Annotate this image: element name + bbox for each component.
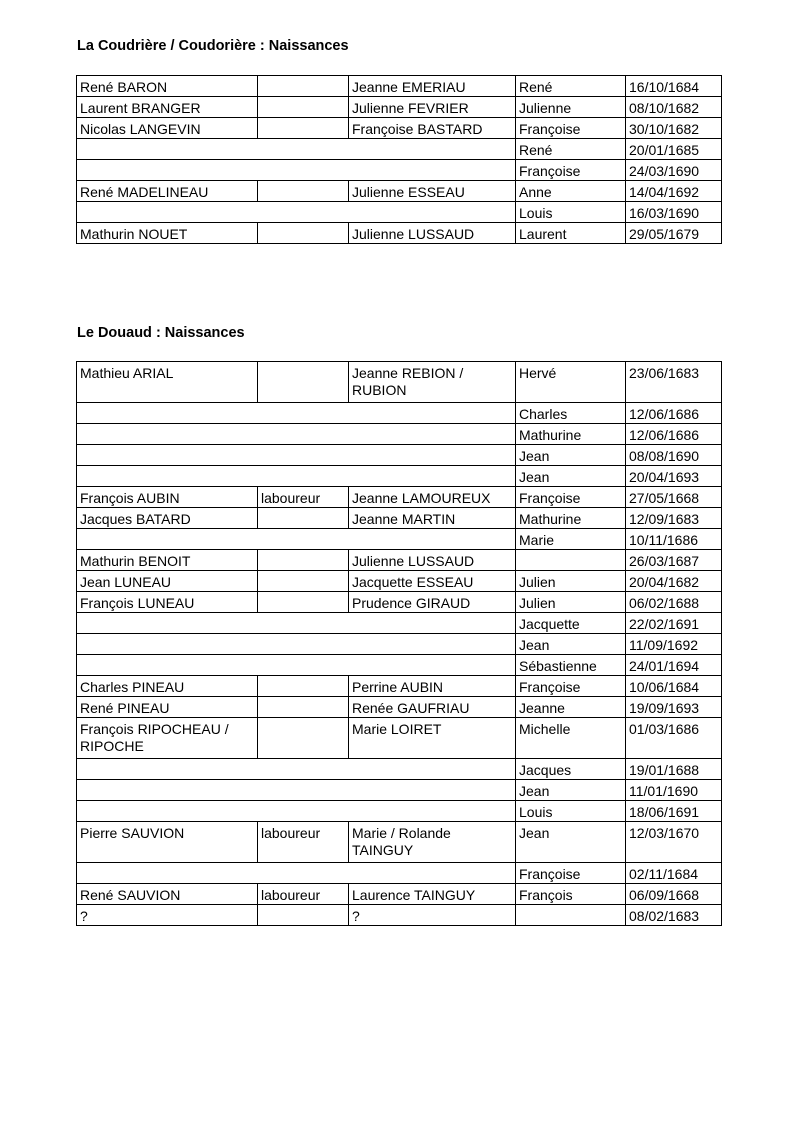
- occupation-cell: laboureur: [258, 884, 349, 905]
- date-cell: 10/11/1686: [626, 529, 722, 550]
- table-row: [77, 223, 722, 244]
- child-cell: René: [516, 139, 626, 160]
- table-row: [77, 592, 722, 613]
- father-cell: René MADELINEAU: [77, 181, 258, 202]
- date-cell: 20/01/1685: [626, 139, 722, 160]
- date-cell: 24/03/1690: [626, 160, 722, 181]
- date-cell: 24/01/1694: [626, 655, 722, 676]
- table-row: [77, 613, 722, 634]
- table-row: [77, 655, 722, 676]
- occupation-cell: [258, 718, 349, 759]
- table-row: [77, 780, 722, 801]
- date-cell: 19/09/1693: [626, 697, 722, 718]
- child-cell: Marie: [516, 529, 626, 550]
- father-cell: Jean LUNEAU: [77, 571, 258, 592]
- date-cell: 06/02/1688: [626, 592, 722, 613]
- date-cell: 16/10/1684: [626, 76, 722, 97]
- date-cell: 01/03/1686: [626, 718, 722, 759]
- father-cell: François AUBIN: [77, 487, 258, 508]
- date-cell: 08/10/1682: [626, 97, 722, 118]
- table-row: [77, 362, 722, 403]
- child-cell: Jacques: [516, 759, 626, 780]
- date-cell: 18/06/1691: [626, 801, 722, 822]
- mother-cell: Marie LOIRET: [349, 718, 516, 759]
- table-row: [77, 445, 722, 466]
- section-title: Le Douaud : Naissances: [77, 325, 245, 341]
- father-cell: Mathurin NOUET: [77, 223, 258, 244]
- mother-cell: Renée GAUFRIAU: [349, 697, 516, 718]
- date-cell: 12/09/1683: [626, 508, 722, 529]
- child-cell: Françoise: [516, 676, 626, 697]
- father-cell: Charles PINEAU: [77, 676, 258, 697]
- child-cell: Mathurine: [516, 508, 626, 529]
- child-cell: Françoise: [516, 863, 626, 884]
- child-cell: Jean: [516, 822, 626, 863]
- mother-cell: Prudence GIRAUD: [349, 592, 516, 613]
- merged-parents-cell: [77, 655, 516, 676]
- births-table-douaud: [76, 361, 722, 926]
- occupation-cell: [258, 571, 349, 592]
- child-cell: [516, 905, 626, 926]
- table-row: [77, 529, 722, 550]
- mother-cell: Julienne FEVRIER: [349, 97, 516, 118]
- child-cell: Louis: [516, 801, 626, 822]
- occupation-cell: [258, 905, 349, 926]
- occupation-cell: [258, 76, 349, 97]
- date-cell: 20/04/1693: [626, 466, 722, 487]
- date-cell: 12/06/1686: [626, 424, 722, 445]
- mother-cell: Jeanne EMERIAU: [349, 76, 516, 97]
- table-row: [77, 718, 722, 759]
- date-cell: 30/10/1682: [626, 118, 722, 139]
- occupation-cell: laboureur: [258, 487, 349, 508]
- occupation-cell: [258, 592, 349, 613]
- child-cell: Mathurine: [516, 424, 626, 445]
- date-cell: 23/06/1683: [626, 362, 722, 403]
- child-cell: Hervé: [516, 362, 626, 403]
- father-cell: Mathieu ARIAL: [77, 362, 258, 403]
- child-cell: François: [516, 884, 626, 905]
- father-cell: René SAUVION: [77, 884, 258, 905]
- occupation-cell: [258, 697, 349, 718]
- father-cell: François LUNEAU: [77, 592, 258, 613]
- table-row: [77, 181, 722, 202]
- table-row: [77, 139, 722, 160]
- table-row: [77, 676, 722, 697]
- merged-parents-cell: [77, 801, 516, 822]
- child-cell: Jean: [516, 466, 626, 487]
- occupation-cell: [258, 550, 349, 571]
- father-cell: Pierre SAUVION: [77, 822, 258, 863]
- table-row: [77, 571, 722, 592]
- child-cell: Anne: [516, 181, 626, 202]
- date-cell: 14/04/1692: [626, 181, 722, 202]
- date-cell: 11/09/1692: [626, 634, 722, 655]
- table-row: [77, 697, 722, 718]
- occupation-cell: laboureur: [258, 822, 349, 863]
- child-cell: René: [516, 76, 626, 97]
- date-cell: 26/03/1687: [626, 550, 722, 571]
- table-row: [77, 822, 722, 863]
- occupation-cell: [258, 97, 349, 118]
- mother-cell: ?: [349, 905, 516, 926]
- father-cell: Mathurin BENOIT: [77, 550, 258, 571]
- child-cell: Louis: [516, 202, 626, 223]
- date-cell: 02/11/1684: [626, 863, 722, 884]
- mother-cell: Marie / Rolande TAINGUY: [349, 822, 516, 863]
- father-cell: François RIPOCHEAU / RIPOCHE: [77, 718, 258, 759]
- table-row: [77, 884, 722, 905]
- child-cell: Jeanne: [516, 697, 626, 718]
- table-row: [77, 403, 722, 424]
- table-row: [77, 97, 722, 118]
- merged-parents-cell: [77, 634, 516, 655]
- merged-parents-cell: [77, 160, 516, 181]
- table-row: [77, 801, 722, 822]
- child-cell: Julien: [516, 592, 626, 613]
- occupation-cell: [258, 676, 349, 697]
- child-cell: Jacquette: [516, 613, 626, 634]
- merged-parents-cell: [77, 863, 516, 884]
- mother-cell: Julienne LUSSAUD: [349, 550, 516, 571]
- mother-cell: Jeanne MARTIN: [349, 508, 516, 529]
- child-cell: Michelle: [516, 718, 626, 759]
- table-row: [77, 905, 722, 926]
- merged-parents-cell: [77, 202, 516, 223]
- child-cell: Julien: [516, 571, 626, 592]
- table-row: [77, 759, 722, 780]
- father-cell: René PINEAU: [77, 697, 258, 718]
- mother-cell: Françoise BASTARD: [349, 118, 516, 139]
- occupation-cell: [258, 362, 349, 403]
- child-cell: Françoise: [516, 160, 626, 181]
- father-cell: Jacques BATARD: [77, 508, 258, 529]
- occupation-cell: [258, 223, 349, 244]
- merged-parents-cell: [77, 139, 516, 160]
- child-cell: Jean: [516, 634, 626, 655]
- table-row: [77, 550, 722, 571]
- mother-cell: Jeanne REBION / RUBION: [349, 362, 516, 403]
- child-cell: Jean: [516, 445, 626, 466]
- child-cell: Sébastienne: [516, 655, 626, 676]
- father-cell: Laurent BRANGER: [77, 97, 258, 118]
- child-cell: [516, 550, 626, 571]
- date-cell: 08/02/1683: [626, 905, 722, 926]
- child-cell: Laurent: [516, 223, 626, 244]
- child-cell: Julienne: [516, 97, 626, 118]
- mother-cell: Jeanne LAMOUREUX: [349, 487, 516, 508]
- child-cell: Jean: [516, 780, 626, 801]
- child-cell: Françoise: [516, 118, 626, 139]
- date-cell: 12/06/1686: [626, 403, 722, 424]
- occupation-cell: [258, 118, 349, 139]
- date-cell: 10/06/1684: [626, 676, 722, 697]
- child-cell: Françoise: [516, 487, 626, 508]
- father-cell: René BARON: [77, 76, 258, 97]
- date-cell: 12/03/1670: [626, 822, 722, 863]
- date-cell: 20/04/1682: [626, 571, 722, 592]
- merged-parents-cell: [77, 403, 516, 424]
- merged-parents-cell: [77, 613, 516, 634]
- date-cell: 22/02/1691: [626, 613, 722, 634]
- table-row: [77, 487, 722, 508]
- table-row: [77, 466, 722, 487]
- section-title: La Coudrière / Coudorière : Naissances: [77, 38, 349, 54]
- father-cell: ?: [77, 905, 258, 926]
- date-cell: 08/08/1690: [626, 445, 722, 466]
- date-cell: 16/03/1690: [626, 202, 722, 223]
- table-row: [77, 202, 722, 223]
- table-row: [77, 508, 722, 529]
- births-table-coudriere: [76, 75, 722, 244]
- merged-parents-cell: [77, 445, 516, 466]
- mother-cell: Julienne LUSSAUD: [349, 223, 516, 244]
- table-row: [77, 118, 722, 139]
- merged-parents-cell: [77, 759, 516, 780]
- merged-parents-cell: [77, 780, 516, 801]
- table-row: [77, 634, 722, 655]
- child-cell: Charles: [516, 403, 626, 424]
- date-cell: 11/01/1690: [626, 780, 722, 801]
- date-cell: 27/05/1668: [626, 487, 722, 508]
- date-cell: 29/05/1679: [626, 223, 722, 244]
- table-row: [77, 424, 722, 445]
- merged-parents-cell: [77, 466, 516, 487]
- date-cell: 19/01/1688: [626, 759, 722, 780]
- merged-parents-cell: [77, 424, 516, 445]
- mother-cell: Julienne ESSEAU: [349, 181, 516, 202]
- mother-cell: Perrine AUBIN: [349, 676, 516, 697]
- table-row: [77, 76, 722, 97]
- father-cell: Nicolas LANGEVIN: [77, 118, 258, 139]
- occupation-cell: [258, 508, 349, 529]
- mother-cell: Jacquette ESSEAU: [349, 571, 516, 592]
- table-row: [77, 160, 722, 181]
- table-row: [77, 863, 722, 884]
- merged-parents-cell: [77, 529, 516, 550]
- mother-cell: Laurence TAINGUY: [349, 884, 516, 905]
- occupation-cell: [258, 181, 349, 202]
- date-cell: 06/09/1668: [626, 884, 722, 905]
